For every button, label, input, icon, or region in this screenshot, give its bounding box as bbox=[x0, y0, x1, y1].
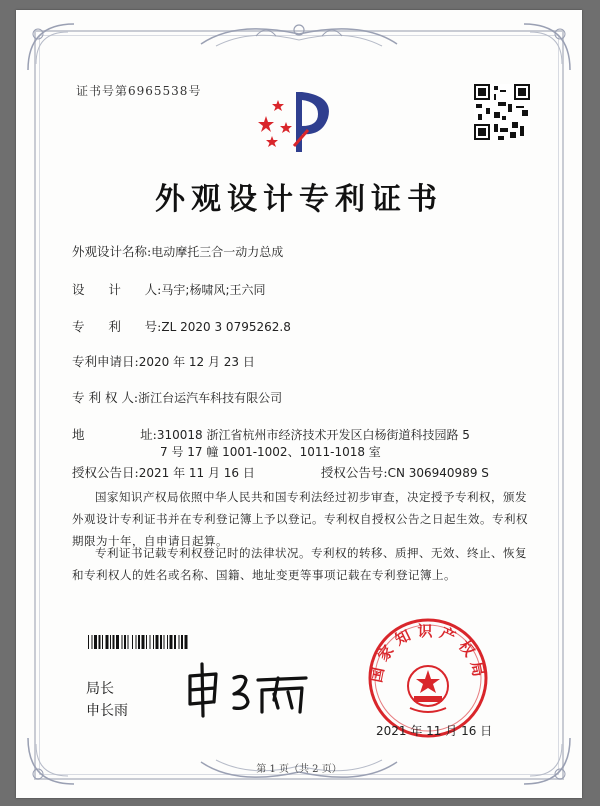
legal-status-statement: 专利证书记载专利权登记时的法律状况。专利权的转移、质押、无效、终止、恢复和专利权人的姓名或名称、国籍、地址变更等事项记载在专利登记簿上。 bbox=[72, 546, 527, 582]
patentee-value: 浙江台运汽车科技有限公司 bbox=[138, 391, 283, 405]
grant-date-value: 2021 年 11 月 16 日 bbox=[138, 466, 255, 480]
seal-date: 2021 年 11 月 16 日 bbox=[376, 724, 493, 738]
filing-date-value: 2020 年 12 月 23 日 bbox=[138, 355, 255, 369]
grant-row bbox=[72, 463, 489, 481]
director-signature-icon bbox=[182, 660, 312, 720]
page-title: 外观设计专利证书 bbox=[155, 182, 443, 217]
patent-number-row bbox=[72, 317, 291, 335]
corner-ornament-icon bbox=[514, 728, 574, 788]
director-name: 申长雨 bbox=[86, 703, 128, 719]
designer-row bbox=[72, 280, 266, 298]
top-ornament-icon bbox=[196, 16, 402, 52]
grant-statement: 国家知识产权局依照中华人民共和国专利法经过初步审查，决定授予专利权，颁发外观设计专利证书并在专利登记簿上予以登记。专利权自授权公告之日起生效。专利权期限为十年，自申请日起算。 bbox=[72, 490, 528, 548]
corner-ornament-icon bbox=[24, 728, 84, 788]
certificate-page bbox=[16, 10, 582, 798]
corner-ornament-icon bbox=[24, 20, 84, 80]
corner-ornament-icon bbox=[514, 20, 574, 80]
grant-date-label: 授权公告日: bbox=[72, 465, 139, 480]
cnipa-logo-icon bbox=[256, 86, 338, 156]
design-name-label: 外观设计名称: bbox=[72, 244, 152, 259]
address-row bbox=[72, 425, 470, 443]
designer-label: 设 计 人: bbox=[72, 282, 162, 297]
patent-number-label: 专 利 号: bbox=[72, 319, 162, 334]
design-name-value: 电动摩托三合一动力总成 bbox=[151, 245, 284, 259]
qr-code-icon bbox=[474, 84, 530, 140]
grant-number-value: CN 306940989 S bbox=[387, 466, 489, 480]
patentee-label: 专 利 权 人: bbox=[72, 390, 139, 405]
barcode-icon bbox=[88, 635, 254, 649]
seal-text: 国家知识产权局 bbox=[367, 622, 489, 685]
designer-value: 马宇;杨啸风;王六同 bbox=[161, 283, 266, 297]
design-name-row bbox=[72, 242, 283, 260]
filing-date-label: 专利申请日: bbox=[72, 354, 139, 369]
page-footer: 第 1 页（共 2 页） bbox=[256, 764, 342, 775]
address-label: 地 址: bbox=[72, 427, 157, 442]
director-title: 局长 bbox=[86, 681, 114, 697]
patent-number-value: ZL 2020 3 0795262.8 bbox=[161, 320, 291, 334]
certificate-number: 证书号第6965538号 bbox=[76, 84, 202, 98]
patentee-row bbox=[72, 388, 282, 406]
address-continuation: 7 号 17 幢 1001-1002、1011-1018 室 bbox=[160, 445, 381, 459]
address-value: 310018 浙江省杭州市经济技术开发区白杨街道科技园路 5 bbox=[156, 428, 470, 442]
filing-date-row bbox=[72, 352, 255, 370]
grant-number-label: 授权公告号: bbox=[320, 465, 388, 480]
